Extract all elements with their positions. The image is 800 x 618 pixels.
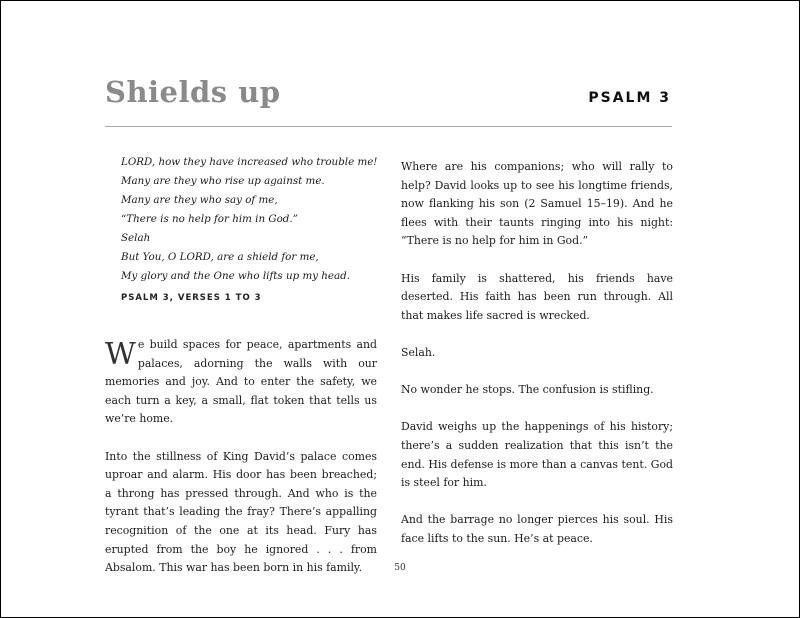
body-paragraph: Into the stillness of King David’s palace comes uproar and alarm. His door has been breached; a throng has pressed through. And who is the tyrant that’s leading the fray? There’s appalling recognition of the one at its head. Fury has erupted from the boy he ignored . . . from Absalom. This war has been born in his family. [105,449,377,575]
verse-line: My glory and the One who lifts up my head. [121,270,351,282]
verse-line: LORD, how they have increased who trouble me! [121,156,378,168]
body-paragraph: David weighs up the happenings of his history; there’s a sudden realization that this isn’t the end. His defense is more than a canvas tent. God is steel for him. [401,420,673,490]
drop-cap: W [105,337,136,372]
verse-line: But You, O LORD, are a shield for me, [121,251,319,263]
body-paragraph: Selah. [401,345,436,359]
page-title: Shields up [105,75,281,109]
right-column [401,158,673,567]
verse-reference: PSALM 3, VERSES 1 TO 3 [121,293,262,303]
left-column [105,153,377,596]
verse-line: Many are they who say of me, [121,194,278,206]
body-paragraph: No wonder he stops. The confusion is stifling. [401,383,654,397]
header-divider [105,126,672,127]
verse-line: “There is no help for him in God.” [121,213,298,225]
verse-line: Selah [121,232,151,244]
verse-quote [121,153,377,286]
paragraph-text: e build spaces for peace, apartments and palaces, adorning the walls with our memories and joy. And to enter the safety, we each turn a key, a small, flat token that tells us we’re home. [105,338,377,426]
page-number: 50 [394,563,406,573]
body-paragraph [105,336,377,429]
body-paragraph: And the barrage no longer pierces his soul. His face lifts to the sun. He’s at peace. [401,513,673,545]
psalm-label: PSALM 3 [588,90,671,106]
body-paragraph: Where are his companions; who will rally to help? David looks up to see his longtime friends, now flanking his son (2 Samuel 15–19). And he flees with their taunts ringing into his night: “There is no help for him in God.” [401,160,673,248]
body-paragraph: His family is shattered, his friends have deserted. His faith has been run through. All that makes life sacred is wrecked. [401,271,673,322]
verse-line: Many are they who rise up against me. [121,175,325,187]
